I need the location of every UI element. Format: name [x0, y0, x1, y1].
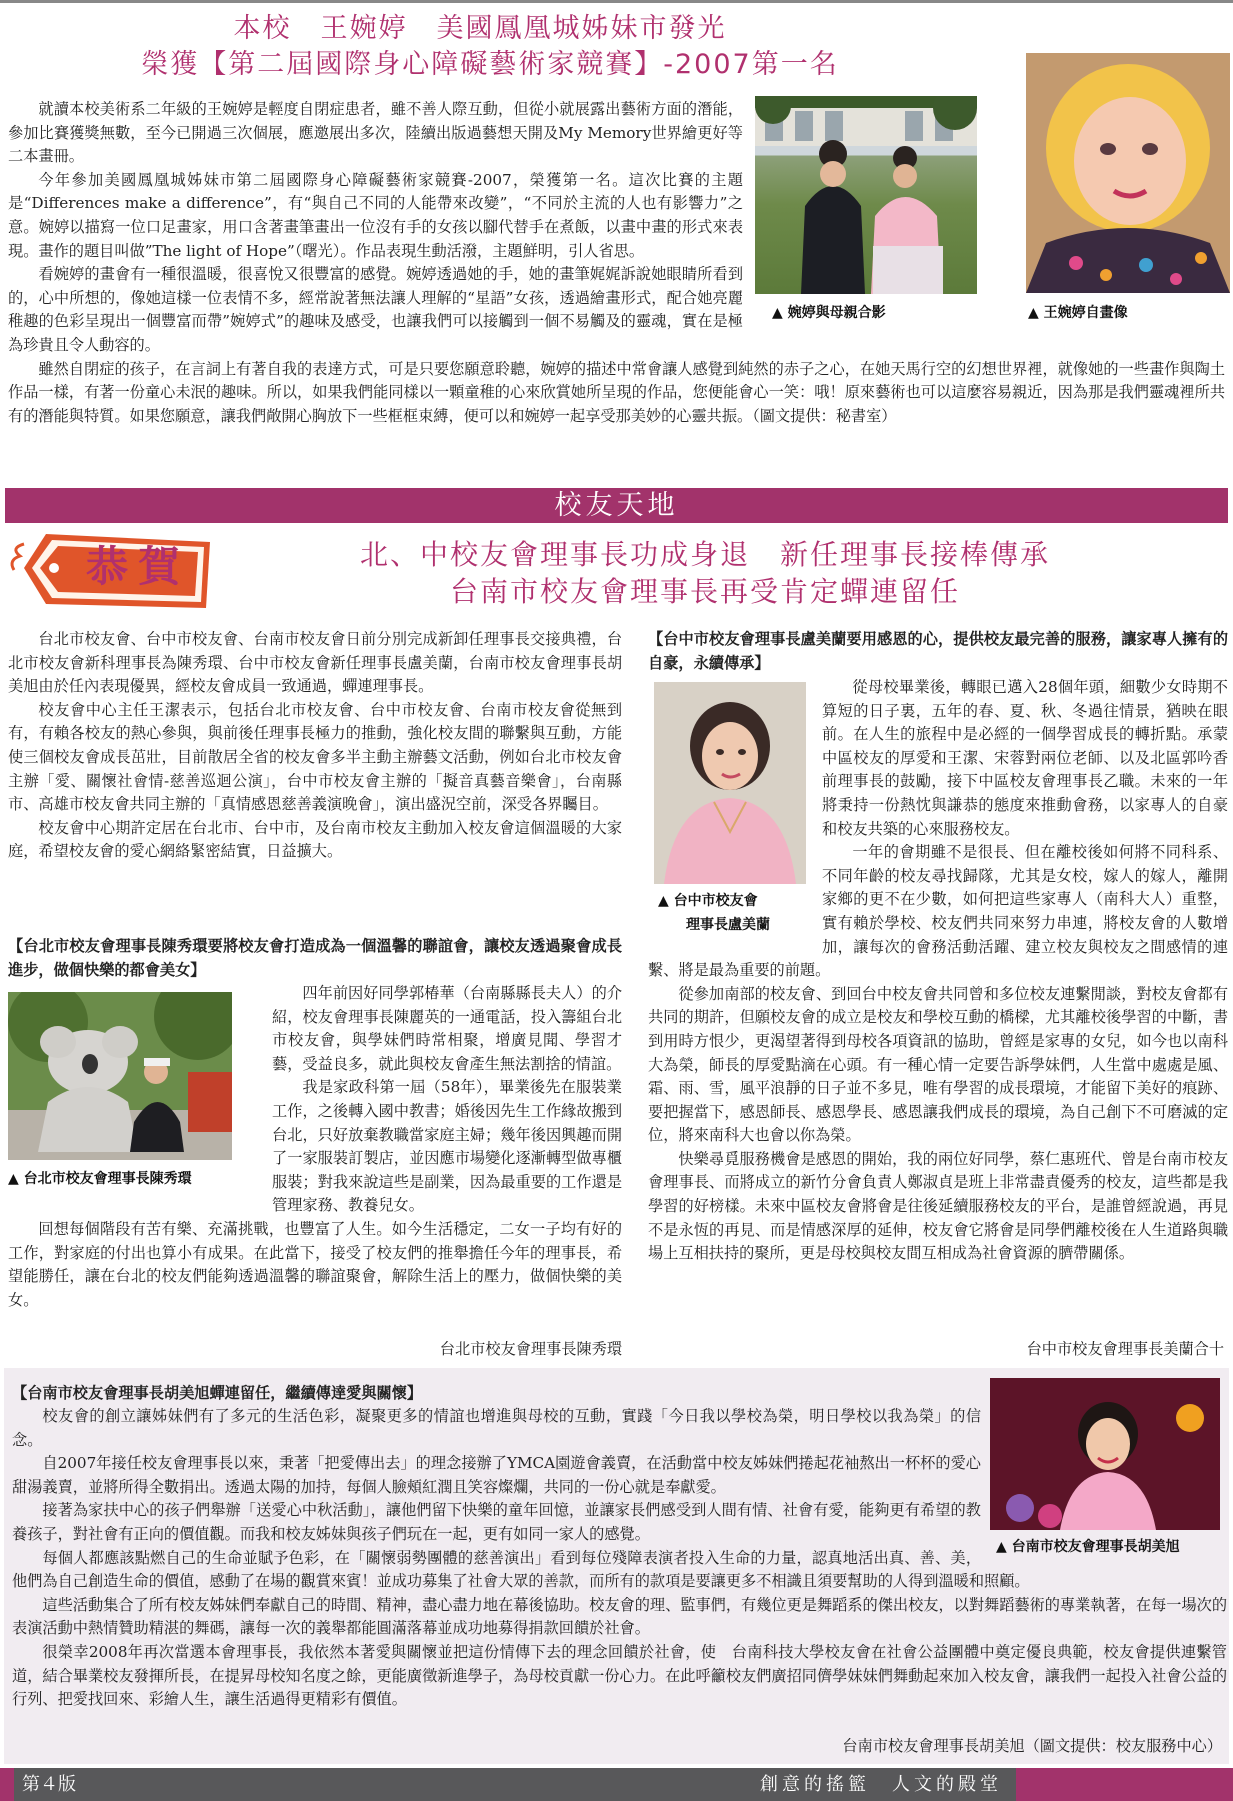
footer-accent-right — [1016, 1768, 1233, 1801]
footer-page-label: 第４版 — [22, 1774, 76, 1795]
top-article-title-line2: 榮獲【第二屆國際身心障礙藝術家競賽】-2007第一名 — [141, 49, 839, 80]
alumni-title-line1: 北、中校友會理事長功成身退 新任理事長接棒傳承 — [359, 538, 1050, 571]
taichung-body — [648, 676, 1228, 1266]
taichung-paragraph: 從母校畢業後，轉眼已邁入28個年頭，細數少女時期不算短的日子裏，五年的春、夏、秋、冬過往情景，猶映在眼前。在人生的旅程中是必經的一個學習成長的轉折點。承蒙中區校友的厚愛和王潔、宋蓉對兩位老師、以及北區郭吟香前理事長的鼓勵，接下中區校友會理事長乙職。未來的一年將秉持一份熱忱與謙恭的態度來推動會務，以家專人的自豪和校友共築的心來服務校友。 — [822, 678, 1228, 838]
taichung-paragraph: 從參加南部的校友會、到回台中校友會共同曾和多位校友連繫閒談，對校友會都有共同的期許，但願校友會的成立是校友和學校互動的橋樑，尤其離校後學習的中斷，書到用時方恨少，更渴望著得到母校各項資訊的協助，曾經是家專的女兒，如今也以南科大為榮，師長的厚愛點滴在心頭。有一種心情一定要告訴學妹們，人生當中處處是風、霜、雨、雪，風平浪靜的日子並不多見，唯有學習的成長環境，才能留下美好的痕跡、要把握當下，感恩師長、感恩學長、感恩讓我們成長的環境，為自己創下不可磨滅的定位，將來南科大也會以你為榮。 — [648, 984, 1228, 1145]
caption-wanting-with-mother: ▲ 婉婷與母親合影 — [772, 305, 886, 321]
tainan-sign: 台南市校友會理事長胡美旭（圖文提供：校友服務中心） — [842, 1737, 1222, 1755]
taipei-heading: 【台北市校友會理事長陳秀環要將校友會打造成為一個溫馨的聯誼會，讓校友透過聚會成長進步，做個快樂的都會美女】 — [8, 937, 622, 979]
alumni-left-paragraph: 校友會中心主任王潔表示，包括台北市校友會、台中市校友會、台南市校友會從無到有，有賴各校友的熱心參與，與前後任理事長極力的推動，強化校友間的聯繫與互動，方能使三個校友會成長茁壯，目前散居全省的校友會多半主動主辦藝文活動，例如台北市校友會主辦「愛、關懷社會情-慈善巡迴公演」，台中市校友會主辦的「擬音真藝音樂會」，台南縣市、高雄市校友會共同主辦的「真情感恩慈善義演晚會」，演出盛況空前，深受各界矚目。 — [8, 700, 622, 814]
top-article-paragraph: 雖然自閉症的孩子，在言詞上有著自我的表達方式，可是只要您願意聆聽，婉婷的描述中常會讓人感覺到純然的赤子之心，在她天馬行空的幻想世界裡，就像她的一些畫作與陶土作品一樣，有著一份童心未泯的趣味。所以，如果我們能同樣以一顆童稚的心來欣賞她所呈現的作品，您便能會心一笑：哦！原來藝術也可以這麼容易親近，因為那是我們靈魂裡所共有的潛能與特質。如果您願意，讓我們敞開心胸放下一些框框束縛，便可以和婉婷一起享受那美妙的心靈共振。（圖文提供：秘書室） — [8, 359, 1225, 425]
taichung-heading: 【台中市校友會理事長盧美蘭要用感恩的心，提供校友最完善的服務，讓家專人擁有的自豪，永續傳承】 — [648, 630, 1228, 672]
caption-taichung-line1: ▲ 台中市校友會 — [658, 893, 758, 909]
top-article-float-space — [743, 98, 1225, 320]
tainan-paragraph: 每個人都應該點燃自己的生命並賦予色彩，在「關懷弱勢團體的慈善演出」看到每位殘障表演者投入生命的力量，認真地活出真、善、美，他們為自己創造生命的價值，感動了在場的觀賞來賓！並成功募集了社會大眾的善款，而所有的款項是要讓更多不相識且須要幫助的人得到溫暖和照顧。 — [12, 1548, 1030, 1591]
tainan-paragraph: 自2007年接任校友會理事長以來，秉著「把愛傳出去」的理念接辦了YMCA園遊會義賣，在活動當中校友姊妹們捲起花袖熬出一杯杯的愛心甜湯義賣，並將所得全數捐出。透過太陽的加持，每個人臉頰紅潤且笑容燦爛，共同的一份心就是奉獻愛。 — [12, 1454, 981, 1496]
caption-taipei: ▲ 台北市校友會理事長陳秀環 — [8, 1171, 192, 1187]
tainan-paragraph: 這些活動集合了所有校友姊妹們奉獻自己的時間、精神，盡心盡力地在幕後協助。校友會的理、監事們，有幾位更是舞蹈系的傑出校友，以對舞蹈藝術的專業執著，在每一場次的表演活動中熱情贊助精湛的舞碼，讓每一次的義舉都能圓滿落幕並成功地募得捐款回饋於社會。 — [12, 1595, 1228, 1638]
alumni-left-paragraph: 校友會中心期許定居在台北市、台中市，及台南市校友主動加入校友會這個溫暖的大家庭，希望校友會的愛心網絡緊密結實，日益擴大。 — [8, 818, 622, 861]
caption-tainan: ▲ 台南市校友會理事長胡美旭 — [996, 1539, 1180, 1555]
taipei-sign: 台北市校友會理事長陳秀環 — [439, 1340, 622, 1358]
alumni-title-line2: 台南市校友會理事長再受肯定蟬連留任 — [449, 575, 960, 608]
section-banner: 校友天地 — [5, 488, 1228, 523]
footer-slogan: 創意的搖籃 人文的殿堂 — [760, 1774, 1002, 1795]
tag-label: 恭賀 — [86, 542, 191, 591]
taichung-float-space — [648, 676, 822, 936]
footer-bar — [0, 1768, 1233, 1801]
footer-accent-left — [0, 1768, 14, 1801]
congratulations-tag — [6, 524, 218, 616]
top-article-paragraph: 就讀本校美術系二年級的王婉婷是輕度自閉症患者，雖不善人際互動，但從小就展露出藝術方面的潛能，參加比賽獲獎無數，至今已開過三次個展，應邀展出多次，陸續出版過藝想天開及My Memory世界繪更好等二本畫冊。 — [8, 100, 743, 166]
top-article-paragraph: 看婉婷的畫會有一種很溫暖，很喜悅又很豐富的感覺。婉婷透過她的手，她的畫筆娓娓訴說她眼睛所看到的，心中所想的，像她這樣一位表情不多，經常說著無法讓人理解的“星語”女孩，透過繪畫形式，配合她亮麗稚趣的色彩呈現出一個豐富而帶”婉婷式”的趣味及感受，也讓我們可以接觸到一個不易觸及的靈魂，實在是極為珍貴且令人動容的。 — [8, 265, 743, 354]
taipei-paragraph: 回想每個階段有苦有樂、充滿挑戰，也豐富了人生。如今生活穩定，二女一子均有好的工作，對家庭的付出也算小有成果。在此當下，接受了校友們的推舉擔任今年的理事長，希望能勝任，讓在台北的校友們能夠透過溫馨的聯誼聚會，解除生活上的壓力，做個快樂的美女。 — [8, 1219, 622, 1309]
taichung-sign: 台中市校友會理事長美蘭合十 — [1026, 1340, 1224, 1358]
top-article-title-line1: 本校 王婉婷 美國鳳凰城姊妹市發光 — [233, 13, 727, 44]
top-rule — [0, 0, 1233, 3]
taipei-paragraph: 四年前因好同學郭椿華（台南縣縣長夫人）的介紹，校友會理事長陳麗英的一通電話，投入籌組台北市校友會，與學妹們時常相聚，增廣見聞、學習才藝，受益良多，就此與校友會產生無法割捨的情誼。 — [272, 984, 622, 1073]
caption-taichung-line2: 理事長盧美蘭 — [686, 917, 770, 933]
caption-wanting-self-portrait: ▲ 王婉婷自畫像 — [1028, 305, 1128, 321]
tainan-body — [12, 1405, 1227, 1712]
taipei-float-space — [8, 982, 272, 1197]
taipei-paragraph: 我是家政科第一屆（58年），畢業後先在服裝業工作，之後轉入國中教書；婚後因先生工作緣故搬到台北，只好放棄教職當家庭主婦；幾年後因興趣而開了一家服裝訂製店，並因應市場變化逐漸轉型做專櫃服裝；對我來說這些是副業，因為最重要的工作還是管理家務、教養兒女。 — [272, 1078, 622, 1215]
taichung-paragraph: 快樂尋覓服務機會是感恩的開始，我的兩位好同學，蔡仁惠班代、曾是台南市校友會理事長、而將成立的新竹分會負責人鄭淑貞是班上非常盡責優秀的校友，這些都是我學習的好榜樣。未來中區校友會將會是往後延續服務校友的平台，是誰曾經說過，再見不是永恆的再見、而是情感深厚的延伸，校友會它將會是同學們離校後在人生道路與職場上互相扶持的聚所，更是母校與校友間互相成為社會資源的臍帶關係。 — [648, 1149, 1228, 1263]
taichung-paragraph: 一年的會期雖不是很長、但在離校後如何將不同科系、不同年齡的校友尋找歸隊，尤其是女校，嫁人的嫁人，離開家鄉的更不在少數，如何把這些家專人（南科大人）重整，實有賴於學校、校友們共同來努力串連，將校友會的人數增加，讓每次的會務活動活躍、建立校友與校友之間感情的連繫、將是最為重要的前題。 — [648, 843, 1228, 980]
tainan-float-space — [981, 1405, 1227, 1555]
top-article-paragraph: 今年參加美國鳳凰城姊妹市第二屆國際身心障礙藝術家競賽-2007，榮獲第一名。這次比賽的主題是“Differences make a difference”，有“與自己不同的人能帶來改變”，“不同於主流的人也有影響力”之意。婉婷以描寫一位口足畫家，用口含著畫筆畫出一位沒有手的女孩以腳代替手在煮飯，以畫中畫的形式來表現。畫作的題目叫做”The light of Hope”（曙光）。作品表現生動活潑，主題鮮明，引人省思。 — [8, 170, 743, 260]
tainan-paragraph: 很榮幸2008年再次當選本會理事長，我依然本著愛與關懷並把這份情傳下去的理念回饋於社會，使 台南科技大學校友會在社會公益團體中奠定優良典範，校友會提供連繫管道，結合畢業校友發揮所長，在提昇母校知名度之餘，更能廣徵新進學子，為母校貢獻一份心力。在此呼籲校友們廣招同儕學妹妹們舞動起來加入校友會，讓我們一起投入社會公益的行列、把愛找回來、彩繪人生，讓生活過得更精彩有價值。 — [12, 1642, 1227, 1709]
tainan-paragraph: 接著為家扶中心的孩子們舉辦「送愛心中秋活動」，讓他們留下快樂的童年回憶，並讓家長們感受到人間有情、社會有愛，能夠更有希望的教養孩子，對社會有正向的價值觀。而我和校友姊妹與孩子們玩在一起，更有如同一家人的感覺。 — [12, 1501, 981, 1543]
alumni-left-column — [8, 628, 622, 864]
tainan-heading: 【台南市校友會理事長胡美旭蟬連留任，繼續傳達愛與關懷】 — [12, 1384, 423, 1402]
taipei-body — [8, 982, 622, 1312]
tainan-paragraph: 校友會的創立讓姊妹們有了多元的生活色彩，凝聚更多的情誼也增進與母校的互動，實踐「今日我以學校為榮，明日學校以我為榮」的信念。 — [12, 1407, 981, 1449]
alumni-left-paragraph: 台北市校友會、台中市校友會、台南市校友會日前分別完成新卸任理事長交接典禮，台北市校友會新科理事長為陳秀環、台中市校友會新任理事長盧美蘭，台南市校友會理事長胡美旭由於任內表現優異，經校友會成員一致通過，蟬連理事長。 — [8, 630, 622, 696]
top-article-body — [8, 98, 1225, 428]
